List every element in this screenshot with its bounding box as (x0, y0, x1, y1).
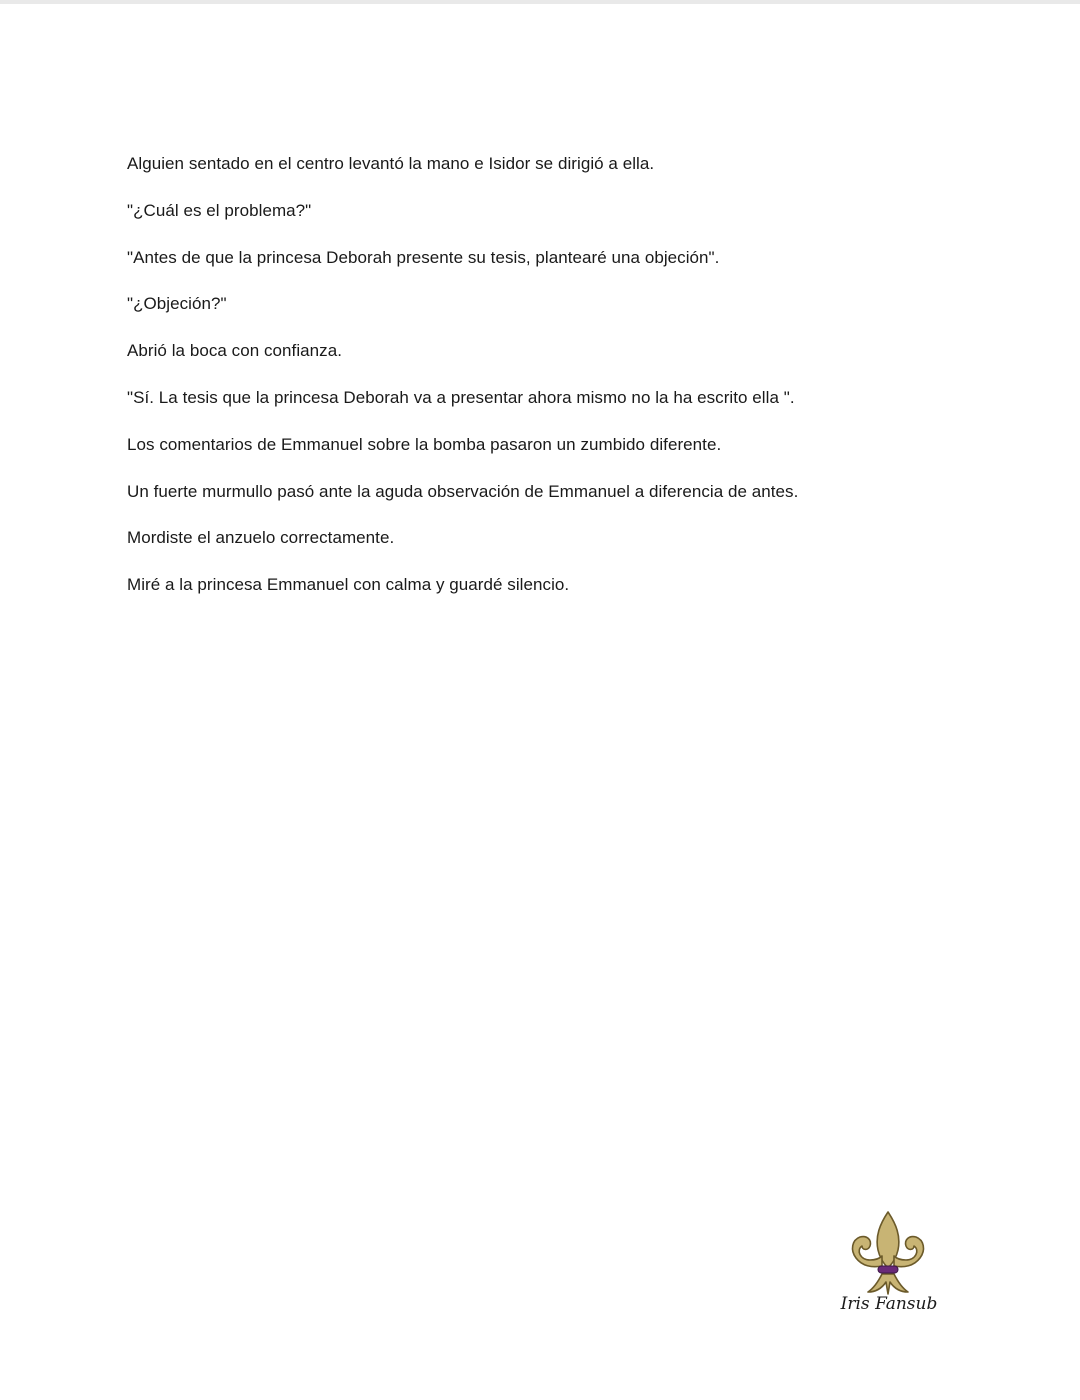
paragraph: "Sí. La tesis que la princesa Deborah va a presentar ahora mismo no la ha escrito ella ". (127, 387, 795, 407)
paragraph: Mordiste el anzuelo correctamente. (127, 528, 395, 548)
paragraph: "¿Cuál es el problema?" (127, 200, 312, 220)
watermark-logo (838, 1210, 940, 1325)
paragraph: Los comentarios de Emmanuel sobre la bomba pasaron un zumbido diferente. (127, 434, 722, 454)
document-body (127, 152, 957, 620)
fleur-de-lis-icon (842, 1210, 934, 1298)
paragraph: Un fuerte murmullo pasó ante la aguda observación de Emmanuel a diferencia de antes. (127, 481, 799, 501)
paragraph: Abrió la boca con confianza. (127, 341, 342, 361)
watermark-text: Iris Fansub (840, 1294, 938, 1314)
paragraph: Miré a la princesa Emmanuel con calma y guardé silencio. (127, 575, 570, 595)
paragraph: "Antes de que la princesa Deborah presente su tesis, plantearé una objeción". (127, 247, 720, 267)
paragraph: "¿Objeción?" (127, 294, 227, 314)
paragraph: Alguien sentado en el centro levantó la mano e Isidor se dirigió a ella. (127, 154, 655, 173)
